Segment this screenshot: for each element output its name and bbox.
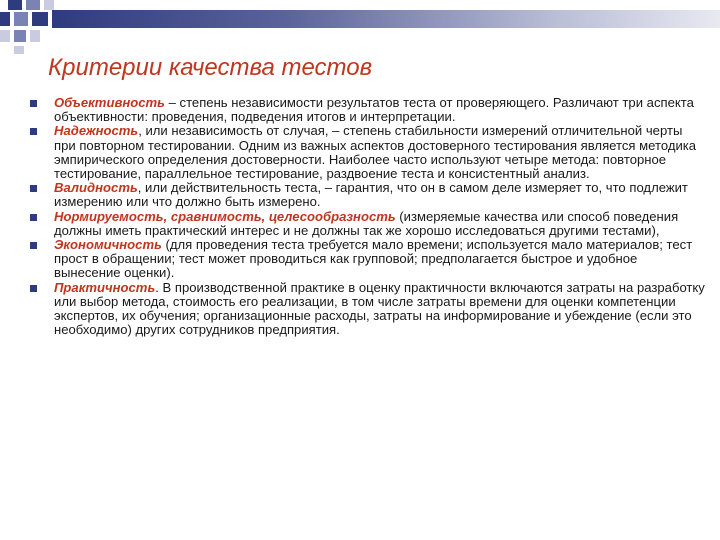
list-item: [30, 96, 706, 124]
list-item: [30, 210, 706, 238]
decor-square: [14, 30, 26, 42]
decor-square: [26, 0, 40, 10]
list-item: [30, 181, 706, 209]
criteria-list: [30, 96, 706, 337]
decor-square: [44, 0, 54, 10]
square-bullet-icon: [30, 214, 37, 221]
list-item: [30, 281, 706, 338]
square-bullet-icon: [30, 285, 37, 292]
criterion-term: Валидность: [54, 180, 138, 196]
decor-square: [0, 12, 10, 26]
criterion-text: , или независимость от случая, – степень стабильности измерений отличительной черты при повторном тестировании. Одним из важных аспектов достоверного тестирования является методика эмпирического определения достоверности. Наиболее часто используют четыре метода: повторное тестирование, параллельное тестирование, раздвоение теста и консистентный анализ.: [54, 123, 697, 182]
criterion-term: Объективность: [54, 95, 165, 110]
criterion-term: Нормируемость, сравнимость, целесообразность: [54, 208, 396, 224]
criterion-term: Экономичность: [54, 237, 162, 253]
criterion-text: – степень независимости результатов теста от проверяющего. Различают три аспекта объективности: проведения, подведения итогов и интерпретации.: [54, 95, 694, 125]
decor-square: [30, 30, 40, 42]
square-bullet-icon: [30, 128, 37, 135]
list-item: [30, 238, 706, 281]
criterion-text: (для проведения теста требуется мало времени; используется мало материалов; тест прост в обращении; тест может проводиться как групповой; предполагается быстрое и удобное вынесение оценки).: [54, 237, 693, 281]
decor-square: [14, 46, 24, 54]
decor-square: [8, 0, 22, 10]
slide-title: Критерии качества тестов: [48, 54, 373, 81]
decor-square: [0, 30, 10, 42]
criterion-term: Надежность: [54, 123, 139, 139]
criterion-text: , или действительность теста, – гарантия, что он в самом деле измеряет то, что подлежит измерению или что должно быть измерено.: [54, 180, 688, 210]
list-item: [30, 124, 706, 181]
header-gradient-bar: [52, 10, 720, 28]
square-bullet-icon: [30, 100, 37, 107]
square-bullet-icon: [30, 242, 37, 249]
criterion-text: (измеряемые качества или способ поведения должны иметь практический интерес и не должны так же хорошо исследоваться другими тестами),: [54, 208, 679, 238]
decor-square: [14, 12, 28, 26]
decor-square: [32, 12, 48, 26]
square-bullet-icon: [30, 185, 37, 192]
criterion-term: Практичность: [54, 279, 156, 295]
header-decoration: [0, 0, 720, 60]
criterion-text: . В производственной практике в оценку практичности включаются затраты на разработку или выбор метода, стоимость его реализации, в том числе затраты времени для оценки компетенции экспертов, их обучения; организационные расходы, затраты на информирование и убеждение (если это необходимо) других сотрудников предприятия.: [54, 279, 705, 338]
